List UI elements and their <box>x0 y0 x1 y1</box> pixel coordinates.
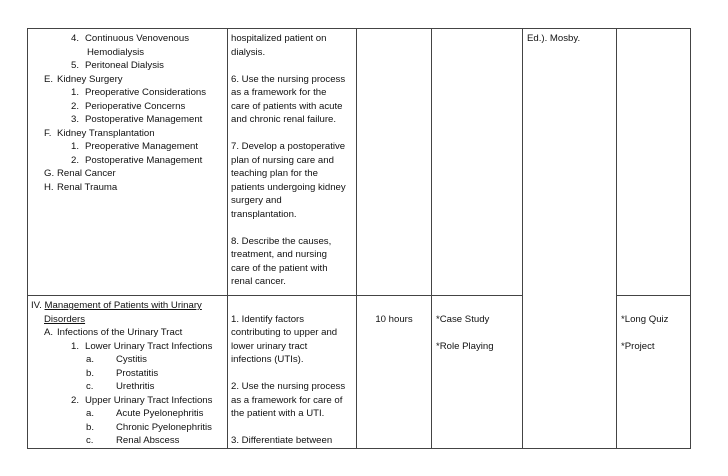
topic-line: b. Prostatitis <box>86 367 159 379</box>
reference-text: Ed.). Mosby. <box>527 33 581 44</box>
topic-line: b. Chronic Pyelonephritis <box>86 421 212 433</box>
objective-line: plan of nursing care and <box>231 154 334 166</box>
topic-line: 1. Preoperative Considerations <box>71 87 207 98</box>
objectives-cell <box>228 296 357 449</box>
objective-line: dialysis. <box>231 46 266 58</box>
objective-line: 3. Differentiate between <box>231 435 333 446</box>
strategies-cell <box>432 29 523 296</box>
topic-line: 2. Upper Urinary Tract Infections <box>71 394 213 406</box>
objective-line: 2. Use the nursing process <box>231 381 346 392</box>
topic-line: Hemodialysis <box>87 46 145 58</box>
objective-line: hospitalized patient on <box>231 33 327 44</box>
time-cell <box>357 29 432 296</box>
topic-line: E. Kidney Surgery <box>44 73 123 85</box>
objective-line: 7. Develop a postoperative <box>231 141 346 152</box>
objective-line: lower urinary tract <box>231 340 308 352</box>
time-value: 10 hours <box>375 313 413 325</box>
time-cell <box>357 296 432 449</box>
topic-line: 5. Peritoneal Dialysis <box>71 60 164 71</box>
objective-line: patients undergoing kidney <box>231 181 346 193</box>
objective-line: infections (UTIs). <box>231 354 304 365</box>
objective-line: transplantation. <box>231 208 297 220</box>
topic-line: 1. Lower Urinary Tract Infections <box>71 340 213 352</box>
strategy-item: *Case Study <box>436 313 490 325</box>
objective-line: renal cancer. <box>231 276 286 287</box>
objective-line: 8. Describe the causes, <box>231 235 332 247</box>
topic-line: a. Cystitis <box>86 354 147 365</box>
topic-line: 3. Postoperative Management <box>71 114 203 125</box>
objective-line: care of the patient with <box>231 262 328 274</box>
topic-line: a. Acute Pyelonephritis <box>86 408 204 419</box>
topic-line: 2. Perioperative Concerns <box>71 100 186 112</box>
topic-line: c. Renal Abscess <box>86 435 180 446</box>
section-heading: IV. Management of Patients with Urinary <box>31 300 202 311</box>
objective-line: as a framework for the <box>231 87 327 98</box>
topic-line: A. Infections of the Urinary Tract <box>44 327 183 338</box>
objective-line: 1. Identify factors <box>231 313 305 325</box>
topics-cell <box>28 29 228 296</box>
references-cell <box>523 29 617 449</box>
objective-line: the patient with a UTI. <box>231 408 325 419</box>
topic-line: G. Renal Cancer <box>44 168 116 179</box>
objective-line: surgery and <box>231 195 282 206</box>
topic-line: F. Kidney Transplantation <box>44 127 155 139</box>
evaluation-cell <box>617 29 691 296</box>
objective-line: care of patients with acute <box>231 100 343 112</box>
topic-line: c. Urethritis <box>86 381 155 392</box>
topic-line: 2. Postoperative Management <box>71 154 203 166</box>
objective-line: and chronic renal failure. <box>231 114 337 125</box>
section-heading-cont: Disorders <box>44 313 86 325</box>
objective-line: teaching plan for the <box>231 168 318 179</box>
objective-line: treatment, and nursing <box>231 249 327 260</box>
topic-line: H. Renal Trauma <box>44 181 118 193</box>
objective-line: 6. Use the nursing process <box>231 73 346 85</box>
evaluation-item: *Long Quiz <box>621 313 669 325</box>
table-row <box>28 29 691 296</box>
topics-cell <box>28 296 228 449</box>
topic-line: 4. Continuous Venovenous <box>71 33 190 44</box>
objectives-cell <box>228 29 357 296</box>
strategies-cell <box>432 296 523 449</box>
topic-line: 1. Preoperative Management <box>71 141 199 152</box>
objective-line: as a framework for care of <box>231 394 343 406</box>
objective-line: contributing to upper and <box>231 327 338 338</box>
evaluation-cell <box>617 296 691 449</box>
evaluation-item: *Project <box>621 340 655 352</box>
strategy-item: *Role Playing <box>436 340 494 352</box>
course-outline-table <box>27 28 691 449</box>
